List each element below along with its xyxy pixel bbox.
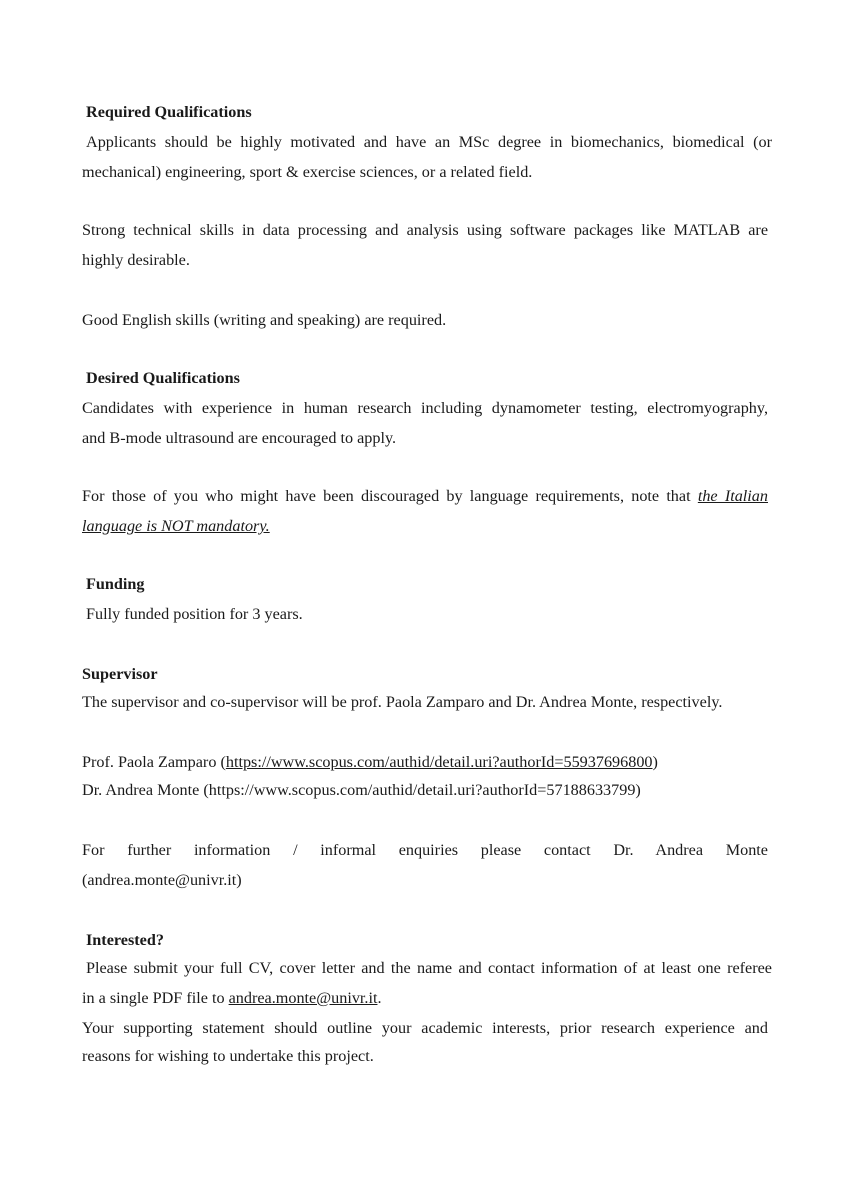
- desired-language-line-2: [82, 516, 768, 536]
- interested-text-line: Please submit your full CV, cover letter and the name and contact information of at least one referee: [86, 959, 772, 977]
- required-text-line: Strong technical skills in data processing and analysis using software packages like MATLAB are: [82, 221, 768, 239]
- heading-required-qualifications: Required Qualifications: [86, 103, 252, 121]
- heading-funding: Funding: [86, 575, 145, 593]
- italian-not-mandatory-emphasis: the Italian: [697, 487, 768, 505]
- heading-desired-qualifications: Desired Qualifications: [86, 369, 240, 387]
- desired-language-text: For those of you who might have been discouraged by language requirements, note that: [82, 487, 691, 505]
- contact-text-line: For further information / informal enquiries please contact Dr. Andrea Monte: [82, 841, 768, 859]
- interested-text-line: reasons for wishing to undertake this project.: [82, 1047, 374, 1065]
- heading-supervisor: Supervisor: [82, 665, 158, 683]
- desired-text-line: Candidates with experience in human research including dynamometer testing, electromyography,: [82, 399, 768, 417]
- zamparo-scopus-link[interactable]: https://www.scopus.com/authid/detail.uri?authorId=55937696800: [225, 753, 653, 771]
- italian-not-mandatory-emphasis: language is NOT mandatory.: [82, 517, 270, 535]
- interested-text-line: Your supporting statement should outline your academic interests, prior research experience and: [82, 1019, 768, 1037]
- zamparo-line: [82, 752, 768, 772]
- contact-email-line: (andrea.monte@univr.it): [82, 871, 242, 889]
- desired-language-line: [82, 486, 768, 506]
- supervisor-text-line: The supervisor and co-supervisor will be prof. Paola Zamparo and Dr. Andrea Monte, respectively.: [82, 693, 723, 711]
- interested-submit-suffix: .: [377, 989, 382, 1007]
- required-text-line: mechanical) engineering, sport & exercise sciences, or a related field.: [82, 163, 533, 181]
- interested-submit-line: [82, 988, 768, 1008]
- heading-interested: Interested?: [86, 931, 164, 949]
- required-text-line: highly desirable.: [82, 251, 190, 269]
- required-text-line: Applicants should be highly motivated and have an MSc degree in biomechanics, biomedical (or: [86, 133, 772, 151]
- required-text-line: Good English skills (writing and speaking) are required.: [82, 311, 447, 329]
- email-link[interactable]: andrea.monte@univr.it: [228, 989, 378, 1007]
- zamparo-prefix: Prof. Paola Zamparo (: [82, 753, 226, 771]
- monte-line: Dr. Andrea Monte (https://www.scopus.com/authid/detail.uri?authorId=57188633799): [82, 781, 641, 799]
- funding-text-line: Fully funded position for 3 years.: [86, 605, 303, 623]
- zamparo-suffix: ): [652, 753, 658, 771]
- desired-text-line: and B-mode ultrasound are encouraged to apply.: [82, 429, 397, 447]
- interested-submit-prefix: in a single PDF file to: [82, 989, 225, 1007]
